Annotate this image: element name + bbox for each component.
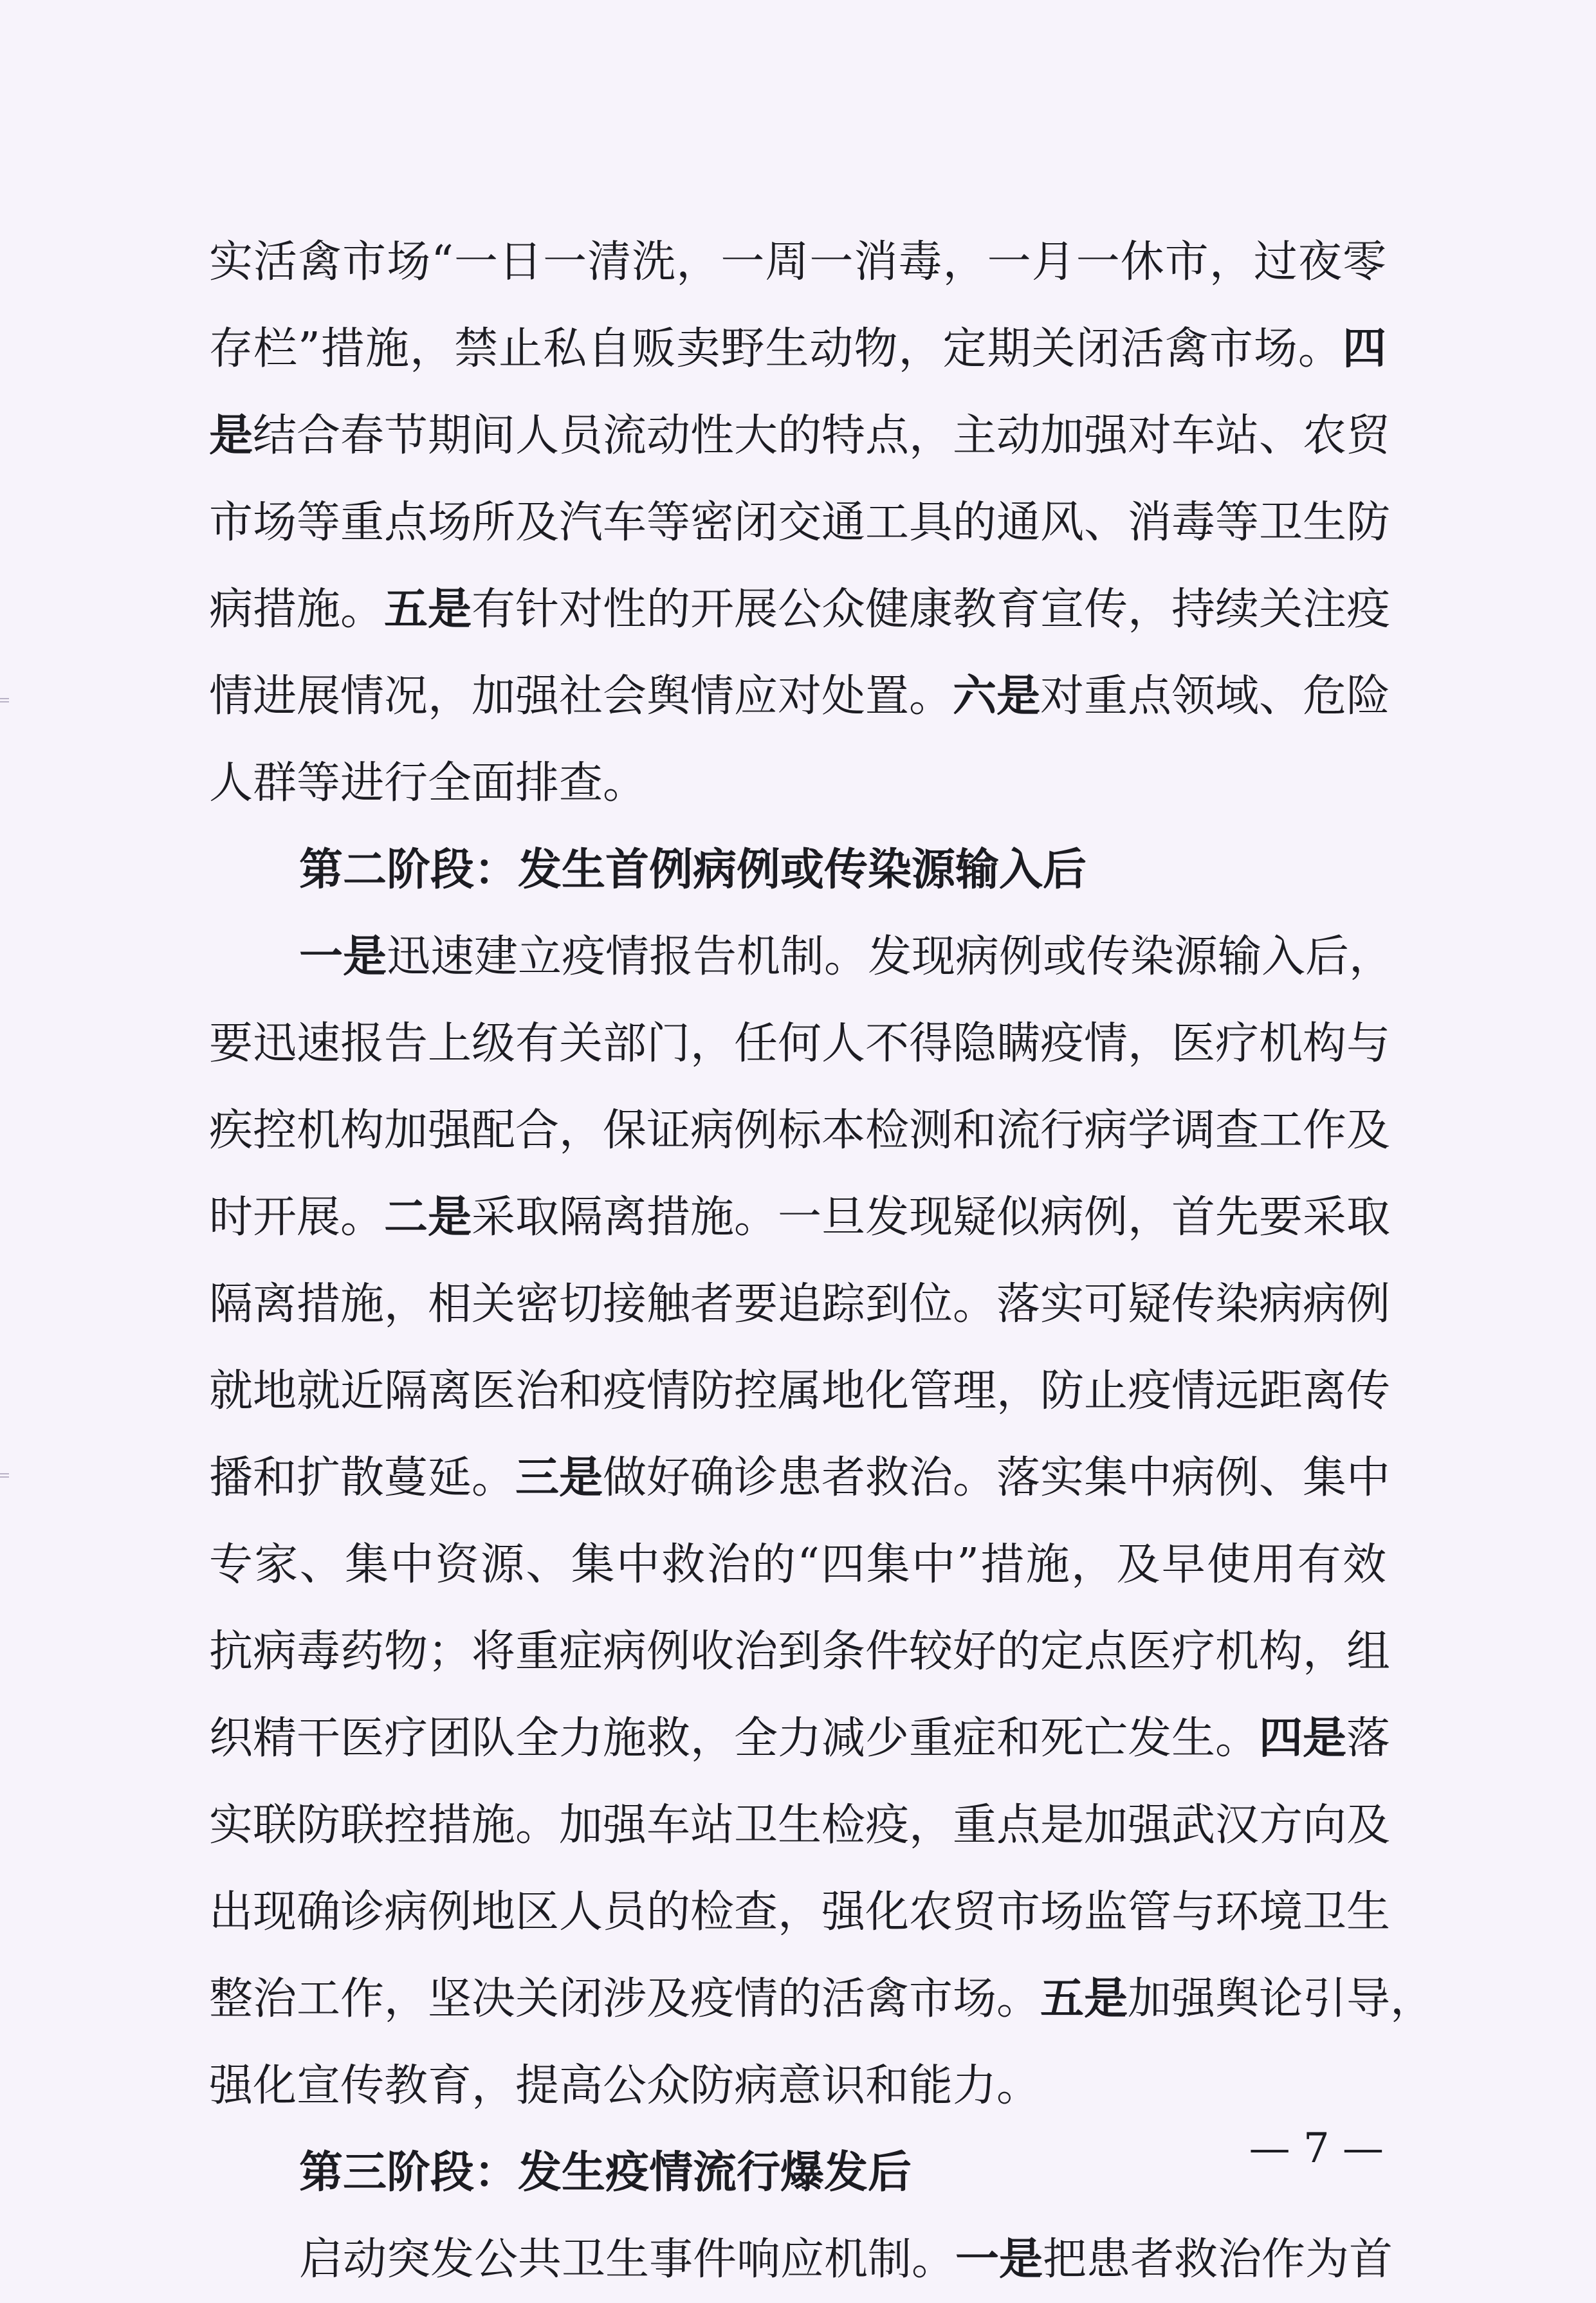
text-run: 抗病毒药物；将重症病例收治到条件较好的定点医疗机构，组 (209, 1626, 1391, 1677)
bold-text: 五是 (1040, 1973, 1128, 2024)
paragraph-line (209, 566, 1391, 653)
paragraph-line (209, 1956, 1435, 2042)
paragraph-line (209, 1174, 1391, 1261)
text-run: 市场等重点场所及汽车等密闭交通工具的通风、消毒等卫生防 (209, 497, 1391, 548)
text-run: 有针对性的开展公众健康教育宣传，持续关注疫 (472, 584, 1391, 635)
paragraph-line (209, 1000, 1391, 1087)
text-run: 启动突发公共卫生事件响应机制。 (299, 2234, 956, 2285)
page-number: — 7 — (1249, 2125, 1384, 2172)
bold-text: 六是 (953, 670, 1041, 722)
text-run: 要迅速报告上级有关部门，任何人不得隐瞒疫情，医疗机构与 (209, 1018, 1391, 1069)
bold-text: 五是 (384, 583, 472, 635)
text-run: 专家、集中资源、集中救治的“四集中”措施，及早使用有效 (209, 1539, 1386, 1590)
paragraph-line (209, 653, 1391, 740)
bold-text: 四 (1342, 323, 1386, 374)
text-run: 就地就近隔离医治和疫情防控属地化管理，防止疫情远距离传 (209, 1366, 1391, 1417)
paragraph-line (209, 1695, 1391, 1782)
text-run: 迅速建立疫情报告机制。发现病例或传染源输入后， (387, 931, 1393, 982)
bold-text: 三是 (515, 1452, 603, 1503)
section-heading (209, 2129, 1386, 2216)
paragraph-line (209, 1087, 1391, 1174)
text-run: 时开展。 (209, 1192, 385, 1243)
paragraph-line (209, 1608, 1391, 1695)
paragraph-line (209, 740, 1386, 827)
text-run: 播和扩散蔓延。 (209, 1453, 516, 1503)
paragraph-line (209, 1435, 1391, 1521)
scan-edge-mark (0, 1476, 9, 1478)
paragraph-line (209, 2042, 1386, 2129)
text-run: 落 (1346, 1713, 1391, 1764)
scan-edge-mark (0, 698, 9, 699)
paragraph-line (209, 1869, 1391, 1956)
text-run: 加强舆论引导， (1128, 1974, 1435, 2024)
text-run: 出现确诊病例地区人员的检查，强化农贸市场监管与环境卫生 (209, 1887, 1391, 1938)
text-run: 整治工作，坚决关闭涉及疫情的活禽市场。 (209, 1974, 1041, 2024)
text-run: 做好确诊患者救治。落实集中病例、集中 (603, 1453, 1391, 1503)
text-run: 强化宣传教育，提高公众防病意识和能力。 (209, 2060, 1041, 2111)
text-run: 疾控机构加强配合，保证病例标本检测和流行病学调查工作及 (209, 1105, 1391, 1156)
text-run: 采取隔离措施。一旦发现疑似病例，首先要采取 (472, 1192, 1391, 1243)
text-run: 人群等进行全面排查。 (209, 758, 647, 809)
paragraph-line (209, 1348, 1391, 1435)
bold-text: 第三阶段：发生疫情流行爆发后 (299, 2147, 912, 2198)
bold-text: 二是 (384, 1191, 472, 1243)
text-run: 结合春节期间人员流动性大的特点，主动加强对车站、农贸 (253, 410, 1391, 461)
paragraph-line (209, 2216, 1393, 2303)
text-run: 存栏”措施，禁止私自贩卖野生动物，定期关闭活禽市场。 (209, 324, 1343, 374)
scan-edge-mark (0, 1473, 9, 1474)
text-run: 把患者救治作为首 (1043, 2234, 1393, 2285)
paragraph-line (209, 1521, 1386, 1608)
scan-edge-mark (0, 701, 9, 702)
paragraph-line (209, 306, 1386, 392)
bold-text: 一是 (955, 2234, 1043, 2285)
bold-text: 第二阶段：发生首例病例或传染源输入后 (299, 844, 1087, 895)
bold-text: 四是 (1259, 1712, 1347, 1764)
paragraph-line (209, 913, 1393, 1000)
paragraph-line (209, 1261, 1391, 1348)
text-run: 织精干医疗团队全力施救，全力减少重症和死亡发生。 (209, 1713, 1260, 1764)
paragraph-line (209, 219, 1386, 306)
document-body (209, 219, 1435, 2303)
text-run: 病措施。 (209, 584, 385, 635)
text-run: 实联防联控措施。加强车站卫生检疫，重点是加强武汉方向及 (209, 1800, 1391, 1851)
paragraph-line (209, 479, 1391, 566)
paragraph-line (209, 1782, 1391, 1869)
paragraph-line (209, 392, 1391, 479)
section-heading (209, 827, 1386, 913)
bold-text: 一是 (299, 931, 387, 982)
text-run: 实活禽市场“一日一清洗，一周一消毒，一月一休市，过夜零 (209, 237, 1386, 288)
text-run: 情进展情况，加强社会舆情应对处置。 (209, 671, 953, 722)
text-run: 对重点领域、危险 (1040, 671, 1391, 722)
text-run: 隔离措施，相关密切接触者要追踪到位。落实可疑传染病病例 (209, 1279, 1391, 1330)
bold-text: 是 (209, 410, 253, 461)
